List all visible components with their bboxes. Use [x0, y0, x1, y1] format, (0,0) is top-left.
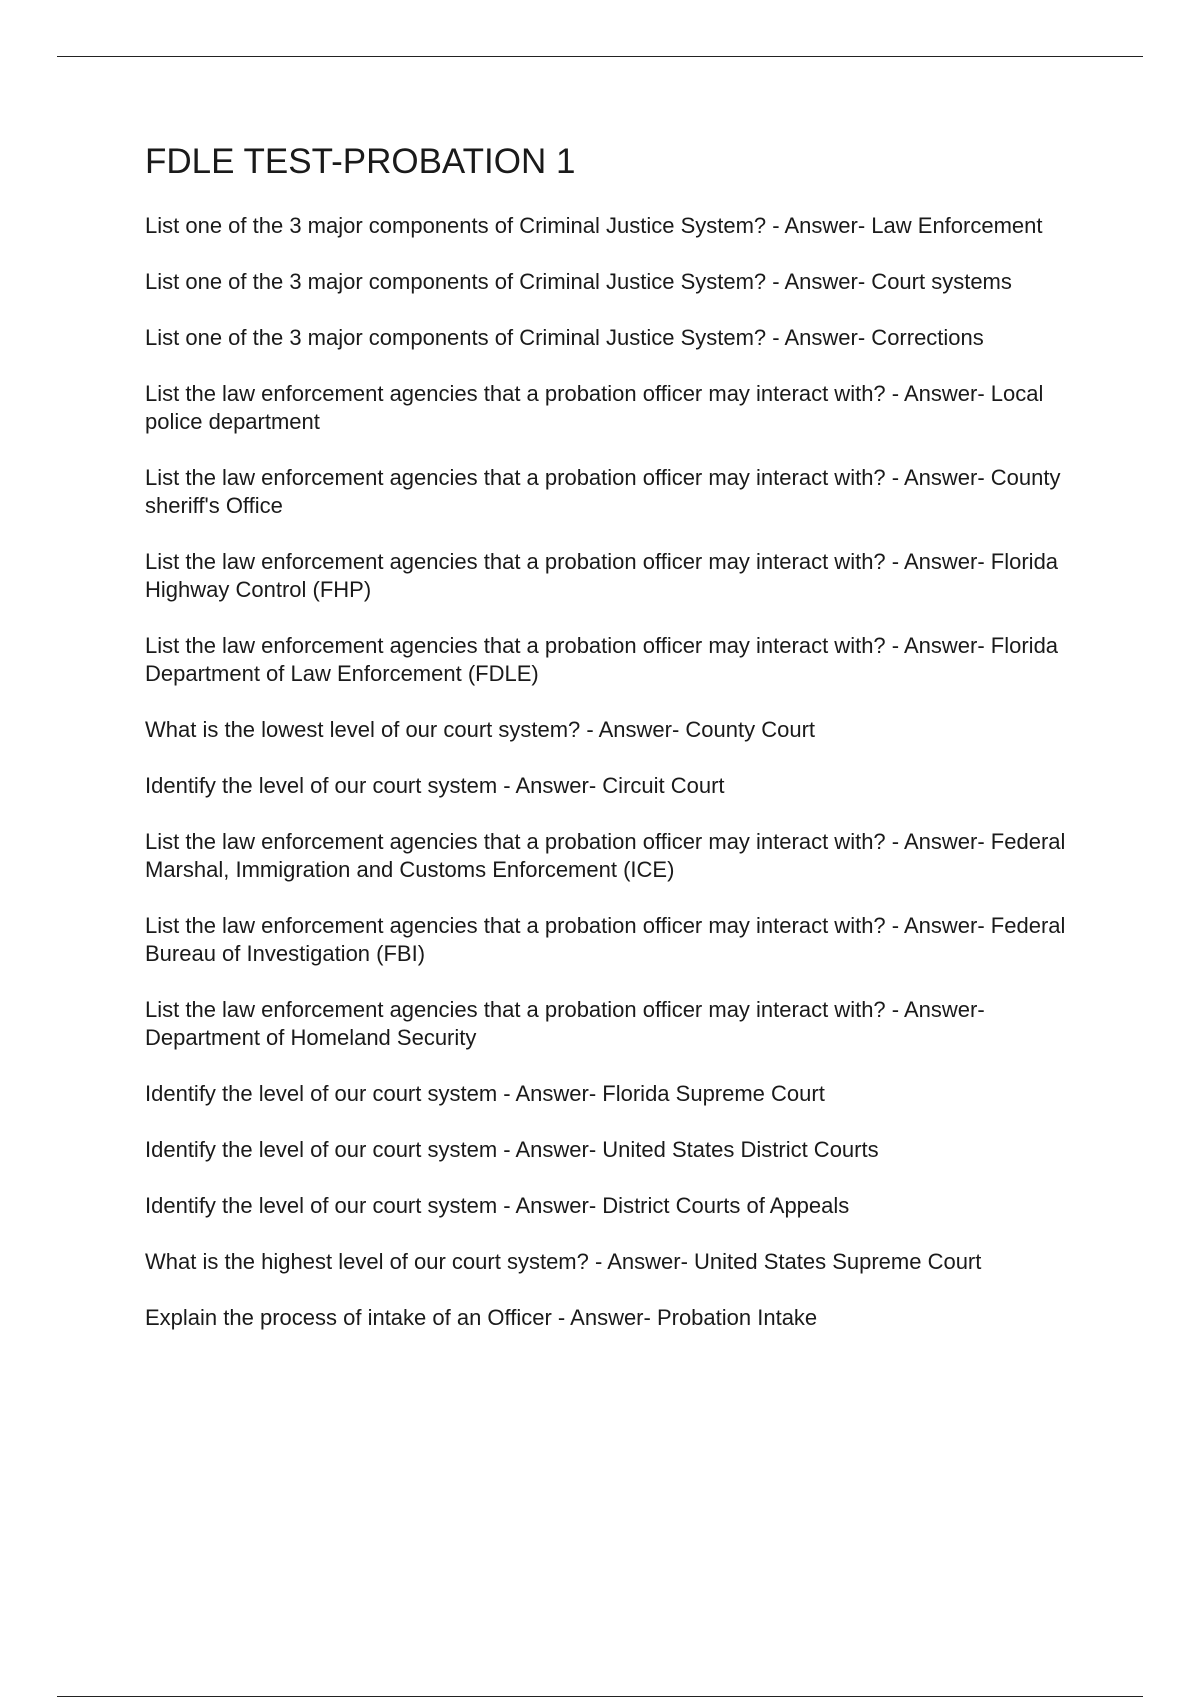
- qa-item: List the law enforcement agencies that a probation officer may interact with? - Answer- Florida Department of Law Enforcement (FDLE): [145, 633, 1059, 686]
- qa-item: Identify the level of our court system - Answer- United States District Courts: [145, 1137, 879, 1162]
- qa-item: List one of the 3 major components of Criminal Justice System? - Answer- Law Enforcement: [145, 213, 1043, 238]
- qa-item: Identify the level of our court system - Answer- District Courts of Appeals: [145, 1193, 850, 1218]
- qa-item: List the law enforcement agencies that a probation officer may interact with? - Answer- Federal Bureau of Investigation (FBI): [145, 913, 1066, 966]
- qa-item: Identify the level of our court system - Answer- Florida Supreme Court: [145, 1081, 825, 1106]
- qa-item: List one of the 3 major components of Criminal Justice System? - Answer- Corrections: [145, 325, 984, 350]
- document-body: [145, 140, 1075, 1360]
- qa-item: List one of the 3 major components of Criminal Justice System? - Answer- Court systems: [145, 269, 1012, 294]
- qa-item: List the law enforcement agencies that a probation officer may interact with? - Answer- Federal Marshal, Immigration and Customs Enforcement (ICE): [145, 829, 1066, 882]
- document-title: FDLE TEST-PROBATION 1: [145, 142, 576, 181]
- qa-item: List the law enforcement agencies that a probation officer may interact with? - Answer- Florida Highway Control (FHP): [145, 549, 1059, 602]
- qa-item: List the law enforcement agencies that a probation officer may interact with? - Answer- County sheriff's Office: [145, 465, 1061, 518]
- qa-item: List the law enforcement agencies that a probation officer may interact with? - Answer- Department of Homeland Security: [145, 997, 985, 1050]
- qa-list: [145, 212, 1075, 1332]
- qa-item: Identify the level of our court system - Answer- Circuit Court: [145, 773, 725, 798]
- qa-item: What is the lowest level of our court system? - Answer- County Court: [145, 717, 816, 742]
- header-divider: [57, 56, 1143, 57]
- qa-item: What is the highest level of our court system? - Answer- United States Supreme Court: [145, 1249, 982, 1274]
- qa-item: Explain the process of intake of an Officer - Answer- Probation Intake: [145, 1305, 818, 1330]
- footer-divider: [57, 1696, 1143, 1697]
- qa-item: List the law enforcement agencies that a probation officer may interact with? - Answer- Local police department: [145, 381, 1044, 434]
